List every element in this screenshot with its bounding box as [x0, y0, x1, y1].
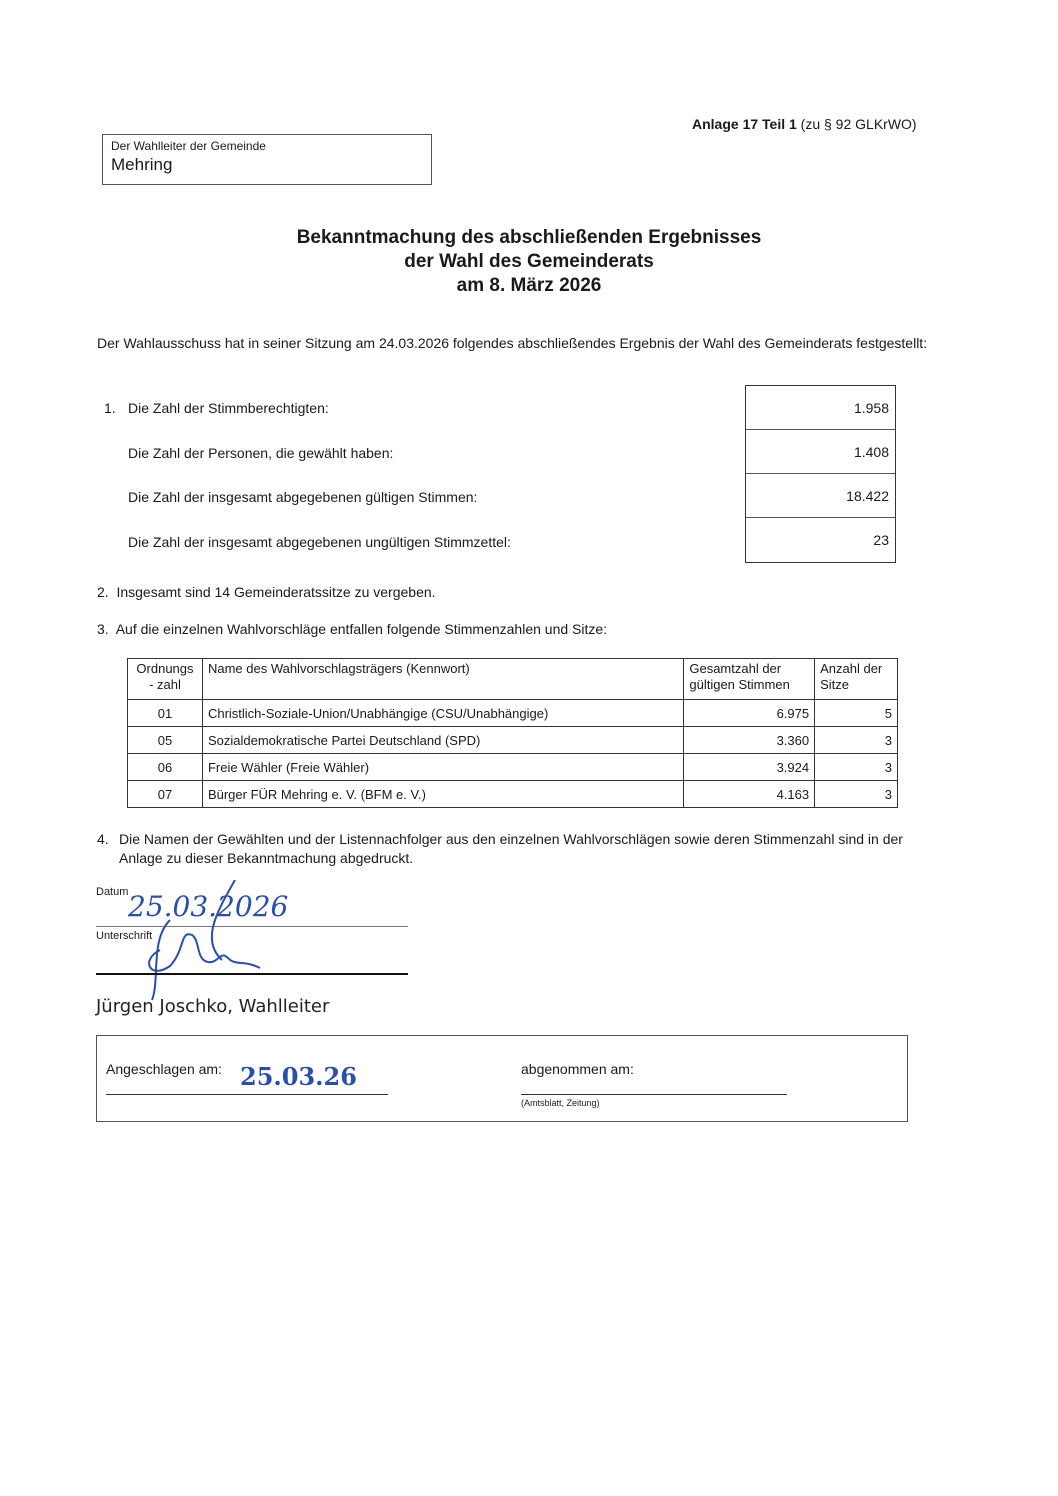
posting-notice-box [96, 1035, 908, 1122]
cell-number: 05 [128, 727, 203, 754]
cell-number: 01 [128, 700, 203, 727]
posted-date-line [106, 1094, 388, 1095]
section-2-text: Insgesamt sind 14 Gemeinderatssitze zu vergeben. [116, 584, 436, 600]
removed-label: abgenommen am: [521, 1061, 634, 1077]
annex-reference [692, 116, 917, 132]
stats-value-box [745, 385, 896, 563]
cell-seats: 3 [815, 781, 898, 808]
table-row [128, 781, 898, 808]
handwritten-signature-icon [130, 880, 280, 1010]
col-header-votes: Gesamtzahl der gültigen Stimmen [684, 659, 815, 700]
stat-value-invalid-ballots: 23 [873, 532, 889, 548]
removed-hint: (Amtsblatt, Zeitung) [521, 1098, 600, 1108]
cell-seats: 3 [815, 754, 898, 781]
election-leader-box [102, 134, 432, 185]
stat-label-valid-votes: Die Zahl der insgesamt abgegebenen gültigen Stimmen: [128, 489, 478, 505]
title-line-1: Bekanntmachung des abschließenden Ergebnisses [296, 227, 762, 248]
cell-name: Christlich-Soziale-Union/Unabhängige (CSU/Unabhängige) [202, 700, 683, 727]
stat-label-eligible: Die Zahl der Stimmberechtigten: [128, 400, 329, 416]
col-header-number: Ordnungs - zahl [128, 659, 203, 700]
annex-title: Anlage 17 Teil 1 [692, 116, 797, 132]
results-table [127, 658, 898, 808]
signature-line [96, 973, 408, 975]
results-table-header [128, 659, 898, 700]
annex-law-ref: (zu § 92 GLKrWO) [800, 116, 917, 132]
section-4-number: 4. [97, 831, 109, 847]
section-3-text: Auf die einzelnen Wahlvorschläge entfallen folgende Stimmenzahlen und Sitze: [115, 621, 608, 637]
cell-votes: 3.924 [684, 754, 815, 781]
title-line-2: der Wahl des Gemeinderats [404, 251, 654, 272]
stat-label-voters: Die Zahl der Personen, die gewählt haben: [128, 445, 394, 461]
cell-votes: 6.975 [684, 700, 815, 727]
signature-label: Unterschrift [96, 930, 153, 942]
document-title [0, 226, 1058, 298]
stat-value-valid-votes: 18.422 [746, 474, 895, 518]
table-row [128, 727, 898, 754]
posted-date-handwritten: 25.03.26 [240, 1062, 357, 1091]
section-3 [97, 621, 607, 637]
posted-label: Angeschlagen am: [106, 1061, 222, 1077]
cell-name: Freie Wähler (Freie Wähler) [202, 754, 683, 781]
cell-number: 06 [128, 754, 203, 781]
removed-date-line [521, 1094, 787, 1095]
handwritten-date: 25.03.2026 [128, 890, 289, 923]
section-2-number: 2. [97, 584, 109, 600]
col-header-name: Name des Wahlvorschlagsträgers (Kennwort) [202, 659, 683, 700]
municipality-name: Mehring [111, 155, 173, 174]
stat-value-eligible: 1.958 [746, 386, 895, 430]
col-header-seats: Anzahl der Sitze [815, 659, 898, 700]
signer-name: Jürgen Joschko, Wahlleiter [96, 996, 330, 1017]
intro-paragraph: Der Wahlausschuss hat in seiner Sitzung am 24.03.2026 folgendes abschließendes Ergebnis der Wahl des Gemeinderats festgestellt: [97, 335, 928, 351]
section-4-text: Die Namen der Gewählten und der Listennachfolger aus den einzelnen Wahlvorschlägen sowie deren Stimmenzahl sind in der Anlage zu dieser Bekanntmachung abgedruckt. [119, 831, 903, 866]
cell-seats: 5 [815, 700, 898, 727]
cell-name: Bürger FÜR Mehring e. V. (BFM e. V.) [202, 781, 683, 808]
cell-votes: 4.163 [684, 781, 815, 808]
cell-number: 07 [128, 781, 203, 808]
stat-value-voters: 1.408 [746, 430, 895, 474]
title-line-3: am 8. März 2026 [456, 275, 602, 296]
section-3-number: 3. [97, 621, 109, 637]
table-row [128, 700, 898, 727]
cell-name: Sozialdemokratische Partei Deutschland (SPD) [202, 727, 683, 754]
leader-label: Der Wahlleiter der Gemeinde [111, 139, 266, 153]
section-2 [97, 584, 436, 600]
section-1-number: 1. [104, 400, 116, 416]
date-label: Datum [96, 886, 129, 898]
table-row [128, 754, 898, 781]
stat-label-invalid-ballots: Die Zahl der insgesamt abgegebenen ungültigen Stimmzettel: [128, 534, 511, 550]
section-4 [97, 830, 957, 868]
cell-votes: 3.360 [684, 727, 815, 754]
cell-seats: 3 [815, 727, 898, 754]
